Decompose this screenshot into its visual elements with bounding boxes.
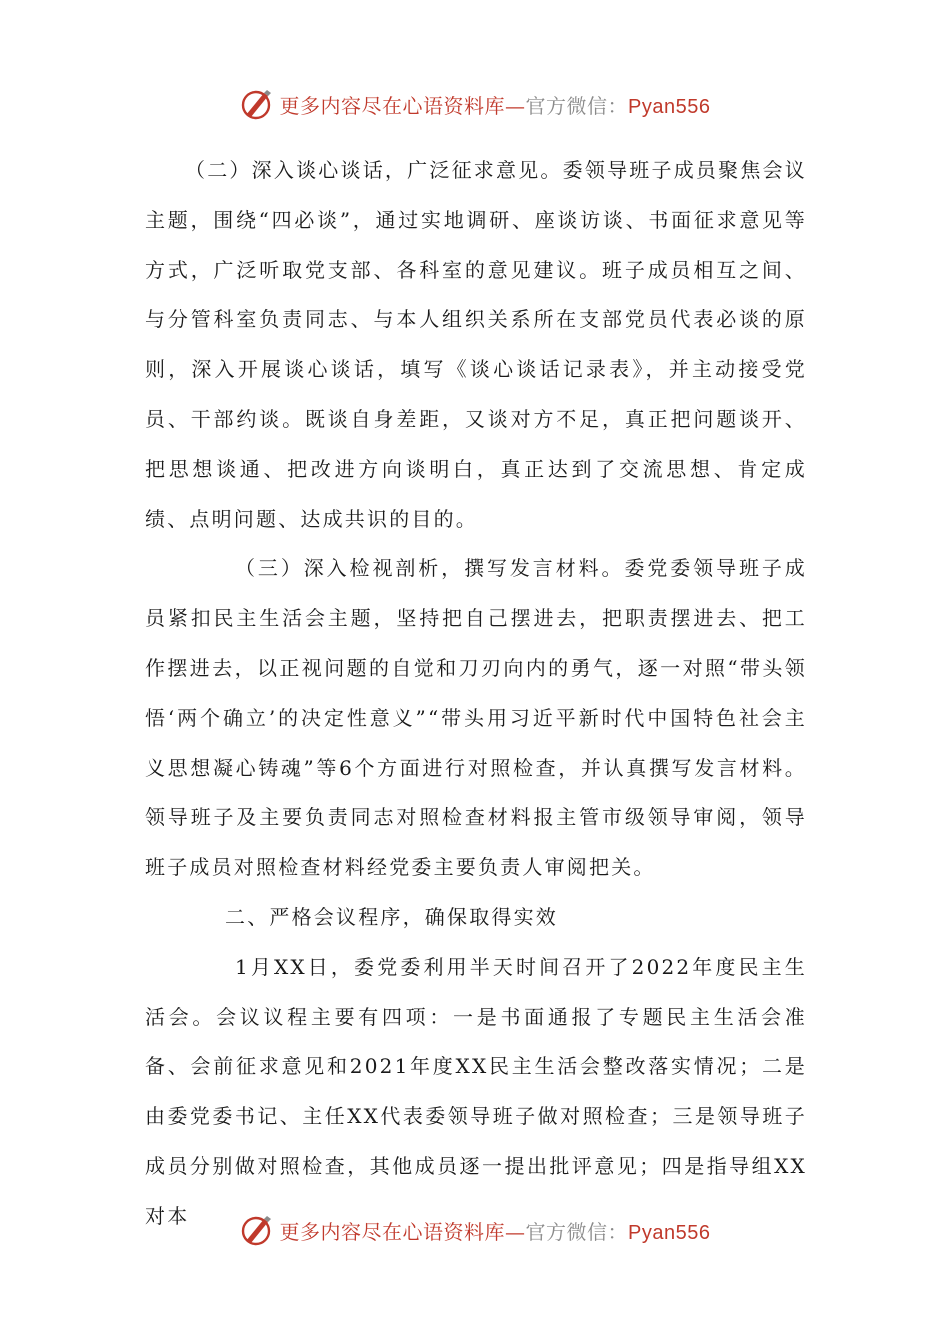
paragraph-meeting: 1月XX日，委党委利用半天时间召开了2022年度民主生活会。会议议程主要有四项：一是书面通报了专题民主生活会准备、会前征求意见和2021年度XX民主生活会整改落实情况；二是由委党委书记、主任XX代表委领导班子做对照检查；三是领导班子成员分别做对照检查，其他成员逐一提出批评意见；四是指导组XX对本 [145,954,807,1228]
pen-circle-logo-icon [240,87,274,121]
pen-circle-logo-icon [240,1213,274,1247]
paragraph-2: （二）深入谈心谈话，广泛征求意见。委领导班子成员聚焦会议主题，围绕“四必谈”，通过实地调研、座谈访谈、书面征求意见等方式，广泛听取党支部、各科室的意见建议。班子成员相互之间、与分管科室负责同志、与本人组织关系所在支部党员代表必谈的原则，深入开展谈心谈话，填写《谈心谈话记录表》，并主动接受党员、干部约谈。既谈自身差距，又谈对方不足，真正把问题谈开、把思想谈通、把改进方向谈明白，真正达到了交流思想、肯定成绩、点明问题、达成共识的目的。 [145,158,807,531]
document-body [145,146,807,1242]
paragraph-3: （三）深入检视剖析，撰写发言材料。委党委领导班子成员紧扣民主生活会主题，坚持把自己摆进去，把职责摆进去、把工作摆进去，以正视问题的自觉和刀刃向内的勇气，逐一对照“带头领悟‘两个确立’的决定性意义”“带头用习近平新时代中国特色社会主义思想凝心铸魂”等6个方面进行对照检查，并认真撰写发言材料。领导班子及主要负责同志对照检查材料报主管市级领导审阅，领导班子成员对照检查材料经党委主要负责人审阅把关。 [145,556,807,880]
footer-banner [0,1210,950,1250]
header-banner-text: 更多内容尽在心语资料库—官方微信：Pyan556 [279,93,711,118]
footer-banner-text: 更多内容尽在心语资料库—官方微信：Pyan556 [279,1219,711,1244]
section-heading-2: 二、严格会议程序，确保取得实效 [225,904,558,929]
header-banner [0,84,950,124]
